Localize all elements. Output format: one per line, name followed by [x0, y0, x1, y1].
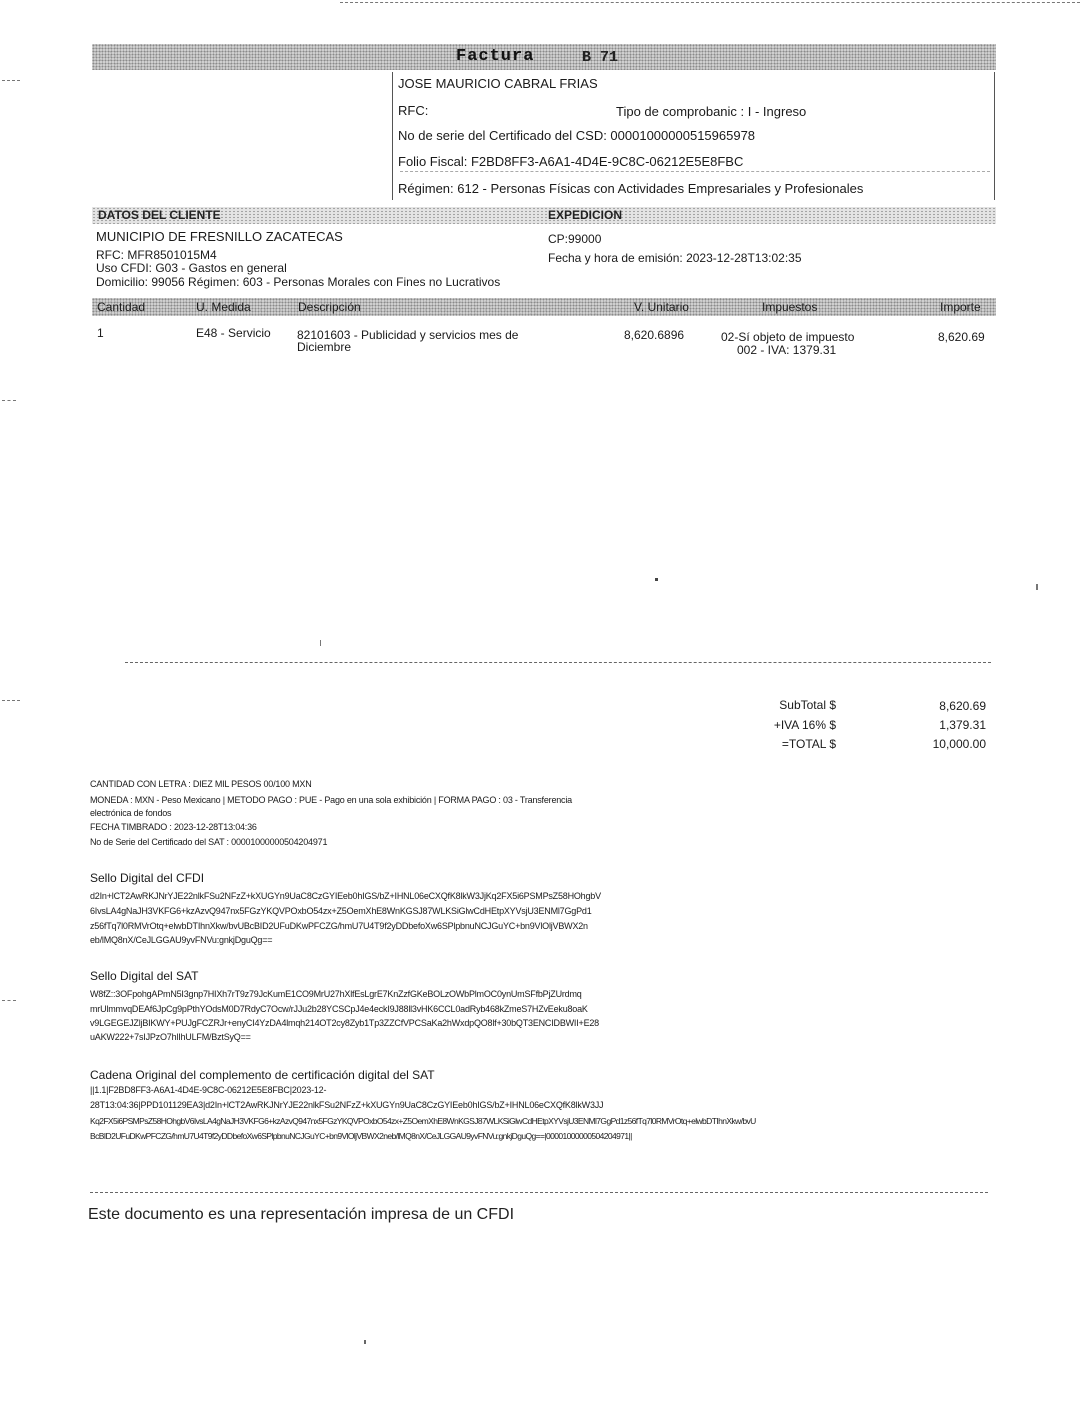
- scan-artifact: [340, 2, 1080, 3]
- issuer-name: JOSE MAURICIO CABRAL FRIAS: [398, 76, 598, 91]
- row-descripcion-line1: 82101603 - Publicidad y servicios mes de: [297, 328, 519, 342]
- cadena-original-line: BcBID2UFuDKwPFCZG/hmU7U4T9f2yDDbefoXw6SPlpbnuNCJGuYC+bn9VlOljVBWX2neb/lMQ8nX/CeJLGGAU9yvFNVu:gnkjDguQg==|00001000000504204971||: [90, 1131, 632, 1141]
- col-header-cantidad: Cantidad: [97, 300, 146, 314]
- row-importe: 8,620.69: [938, 330, 985, 344]
- invoice-folio: B 71: [582, 49, 619, 66]
- forma-pago-continuacion: electrónica de fondos: [90, 808, 172, 818]
- regimen-fiscal: Régimen: 612 - Personas Físicas con Actividades Empresariales y Profesionales: [398, 181, 864, 196]
- scan-artifact: [364, 1340, 366, 1344]
- scan-artifact: [400, 171, 990, 172]
- row-valor-unitario: 8,620.6896: [624, 328, 685, 342]
- cantidad-con-letra: CANTIDAD CON LETRA : DIEZ MIL PESOS 00/100 MXN: [90, 779, 312, 789]
- scan-artifact: [2, 700, 20, 701]
- col-header-unidad: U. Medida: [196, 300, 251, 314]
- no-serie-sat: No de Serie del Certificado del SAT : 00001000000504204971: [90, 837, 328, 847]
- issuer-box-left-border: [392, 72, 393, 200]
- scan-artifact: [2, 1000, 16, 1001]
- sello-cfdi-line: eb/lMQ8nX/CeJLGGAU9yvFNVu:gnkjDguQg==: [90, 935, 273, 945]
- col-header-impuestos: Impuestos: [762, 300, 818, 314]
- sello-cfdi-title: Sello Digital del CFDI: [90, 871, 205, 885]
- fecha-emision: Fecha y hora de emisión: 2023-12-28T13:02:35: [548, 251, 802, 265]
- col-header-descripcion: Descripción: [298, 300, 361, 314]
- scan-artifact: [1036, 584, 1038, 590]
- row-unidad: E48 - Servicio: [196, 326, 271, 340]
- scan-artifact: [320, 640, 321, 646]
- client-uso-cfdi: Uso CFDI: G03 - Gastos en general: [96, 261, 287, 275]
- fecha-timbrado: FECHA TIMBRADO : 2023-12-28T13:04:36: [90, 822, 257, 832]
- sello-sat-line: v9LGEGEJZljBIKWY+PUJgFCZRJr+enyCI4YzDA4lmqh214OT2cy8Zyb1Tp3ZZCfVPCSaKa2hWxdpQO8lf+30bQT3ENCIDBWII+E28: [90, 1018, 599, 1028]
- row-cantidad: 1: [97, 326, 104, 340]
- client-domicilio: Domicilio: 99056 Régimen: 603 - Personas Morales con Fines no Lucrativos: [96, 275, 501, 289]
- sello-sat-line: mrUlmmvqDEAf6JpCg9pPthYOdsM0D7RdyC7Ocw/rJJu2b28YCSCpJ4e4eckI9J88ll3vHK6CCL0adRyb468kZmeS7HZvEeku8oaK: [90, 1004, 588, 1014]
- expedicion-cp: CP:99000: [548, 232, 602, 246]
- tipo-comprobante: Tipo de comprobanic : I - Ingreso: [616, 104, 807, 119]
- folio-fiscal: Folio Fiscal: F2BD8FF3-A6A1-4D4E-9C8C-06212E5E8FBC: [398, 154, 744, 169]
- moneda-metodo-forma-pago: MONEDA : MXN - Peso Mexicano | METODO PAGO : PUE - Pago en una sola exhibición | FORMA PAGO : 03 - Transferencia: [90, 795, 572, 805]
- row-impuestos-line2: 002 - IVA: 1379.31: [737, 343, 837, 357]
- total-label: =TOTAL $: [781, 737, 836, 751]
- sello-sat-line: uAKW222+7sIJPzO7hlIhULFM/BztSyQ==: [90, 1032, 251, 1042]
- table-end-divider: [125, 662, 991, 663]
- sello-sat-line: W8fZ::3OFpohgAPmN5I3gnp7HIXh7rT9z79JcKumE1CO9MrU27hXlfEsLgrE7KnZzfGKeBOLzOWbPlmOC0ynUmSFfbPjZUrdmq: [90, 989, 582, 999]
- expedicion-section-title: EXPEDICION: [548, 208, 623, 222]
- issuer-box-right-border: [994, 72, 995, 200]
- sello-cfdi-line: z56fTq7l0RMVrOtq+elwbDTIhnXkw/bvUBcBID2UFuDKwPFCZG/hmU7U4T9f2yDDbefoXw6SPlpbnuNCJGuYC+bn9VlOljVBWX2n: [90, 921, 588, 931]
- sello-cfdi-line: 6IvsLA4gNaJH3VKFG6+kzAzvQ947nx5FGzYKQVPOxbO54zx+Z5OemXhE8WnKGSJ87WLKSiGlwCdHEtpXYVsjU3ENMl7GgPd1: [90, 906, 592, 916]
- client-section-band: [92, 207, 996, 224]
- client-name: MUNICIPIO DE FRESNILLO ZACATECAS: [96, 229, 343, 244]
- cadena-original-line: Kq2FX5i6PSMPsZ58HOhgbV6IvsLA4gNaJH3VKFG6+kzAzvQ947nx5FGzYKQVPOxbO54zx+Z5OemXhE8WnKGSJ87WLKSiGlwCdHEtpXYVsjU3ENMl7GgPd1z56fTq7l0RMVrOtq+elwbDTIhnXkw/bvU: [90, 1116, 756, 1126]
- scan-artifact: [2, 400, 16, 401]
- col-header-importe: Importe: [940, 300, 981, 314]
- client-section-title: DATOS DEL CLIENTE: [98, 208, 221, 222]
- footer-divider: [90, 1192, 988, 1193]
- cadena-original-line: 28T13:04:36|PPD101129EA3|d2In+lCT2AwRKJNrYJE22nlkFSu2NFzZ+kXUGYn9UaC8CzGYIEeb0hIGS/bZ+IHNL06eCXQfK8lkW3JJ: [90, 1100, 604, 1110]
- col-header-valor-unitario: V. Unitario: [634, 300, 689, 314]
- total-value: 10,000.00: [932, 737, 986, 751]
- no-serie-csd: No de serie del Certificado del CSD: 00001000000515965978: [398, 128, 756, 143]
- header-band: [92, 44, 996, 70]
- client-rfc: RFC: MFR8501015M4: [96, 248, 217, 262]
- row-impuestos-line1: 02-Sí objeto de impuesto: [721, 330, 855, 344]
- row-descripcion-line2: Diciembre: [297, 340, 352, 354]
- sello-cfdi-line: d2In+lCT2AwRKJNrYJE22nlkFSu2NFzZ+kXUGYn9UaC8CzGYIEeb0hIGS/bZ+IHNL06eCXQfK8lkW3JjKq2FX5i6PSMPsZ58HOhgbV: [90, 891, 601, 901]
- scan-artifact: [2, 80, 20, 81]
- issuer-rfc-label: RFC:: [398, 103, 429, 118]
- cfdi-representation-note: Este documento es una representación impresa de un CFDI: [88, 1206, 515, 1223]
- iva-value: 1,379.31: [939, 718, 986, 732]
- iva-label: +IVA 16% $: [773, 718, 836, 732]
- invoice-title: Factura: [456, 47, 535, 66]
- sello-sat-title: Sello Digital del SAT: [90, 969, 199, 983]
- subtotal-value: 8,620.69: [939, 699, 986, 713]
- cadena-original-line: ||1.1|F2BD8FF3-A6A1-4D4E-9C8C-06212E5E8FBC|2023-12-: [90, 1085, 327, 1095]
- scan-artifact: [655, 578, 658, 581]
- cadena-original-title: Cadena Original del complemento de certificación digital del SAT: [90, 1068, 435, 1082]
- subtotal-label: SubTotal $: [779, 698, 836, 712]
